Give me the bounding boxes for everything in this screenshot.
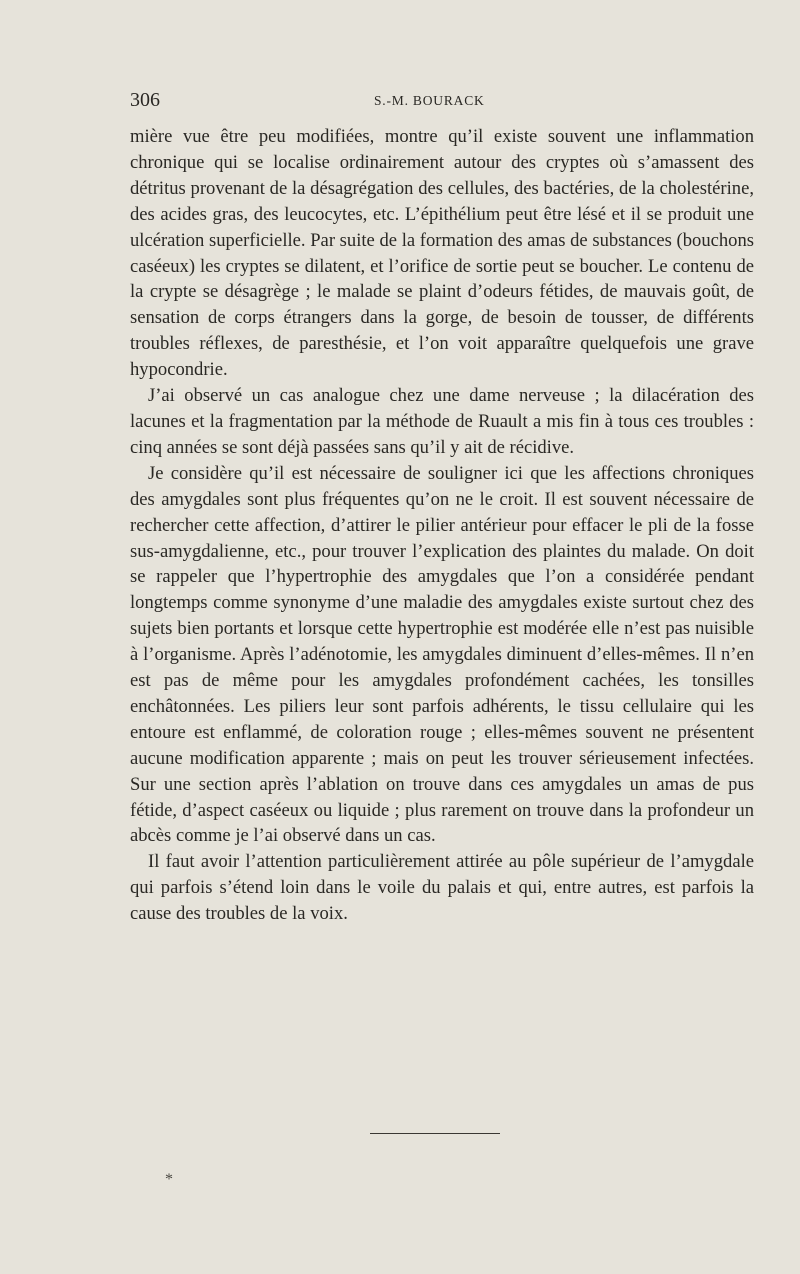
page-number: 306 bbox=[130, 89, 160, 111]
body-text bbox=[130, 124, 754, 927]
running-head: S.-M. BOURACK bbox=[374, 93, 485, 108]
paragraph: Il faut avoir l’attention particulièrement attirée au pôle supérieur de l’amygdale qui parfois s’étend loin dans le voile du palais et qui, entre autres, est parfois la cause des troubles de la voix. bbox=[130, 851, 754, 925]
footer-mark: * bbox=[165, 1171, 173, 1188]
paragraph-continued: mière vue être peu modifiées, montre qu’il existe souvent une inflammation chronique qui se localise ordinairement autour des cryptes où s’amassent des détritus provenant de la désagrégation des cellules, des bactéries, de la cholestérine, des acides gras, des leucocytes, etc. L’épithélium peut être lésé et il se produit une ulcération superficielle. Par suite de la formation des amas de substances (bouchons caséeux) les cryptes se dilatent, et l’orifice de sortie peut se boucher. Le contenu de la crypte se désagrège ; le malade se plaint d’odeurs fétides, de mauvais goût, de sensation de corps étrangers dans la gorge, de besoin de tousser, de différents troubles réflexes, de paresthésie, et l’on voit apparaître quelquefois une grave hypocondrie. bbox=[130, 126, 754, 381]
page-header bbox=[130, 88, 754, 112]
paragraph: Je considère qu’il est nécessaire de souligner ici que les affections chroniques des amygdales sont plus fréquentes qu’on ne le croit. Il est souvent nécessaire de rechercher cette affection, d’attirer le pilier antérieur pour effacer le pli de la fosse sus-amygdalienne, etc., pour trouver l’explication des plaintes du malade. On doit se rappeler que l’hypertrophie des amygdales que l’on a considérée pendant longtemps comme synonyme d’une maladie des amygdales existe surtout chez des sujets bien portants et lorsque cette hypertrophie est modérée elle n’est pas nuisible à l’organisme. Après l’adénotomie, les amygdales diminuent d’elles-mêmes. Il n’en est pas de même pour les amygdales profondément cachées, les tonsilles enchâtonnées. Les piliers leur sont parfois adhérents, le tissu cellulaire qui les entoure est enflammé, de coloration rouge ; elles-mêmes souvent ne présentent aucune modification apparente ; mais on peut les trouver sérieusement infectées. Sur une section après l’ablation on trouve dans ces amygdales un amas de pus fétide, d’aspect caséeux ou liquide ; plus rarement on trouve dans la profondeur un abcès comme je l’ai observé dans un cas. bbox=[130, 462, 754, 847]
paragraph: J’ai observé un cas analogue chez une dame nerveuse ; la dilacération des lacunes et la fragmentation par la méthode de Ruault a mis fin à tous ces troubles : cinq années se sont déjà passées sans qu’il y ait de récidive. bbox=[130, 385, 754, 458]
section-end-rule bbox=[370, 1133, 500, 1134]
